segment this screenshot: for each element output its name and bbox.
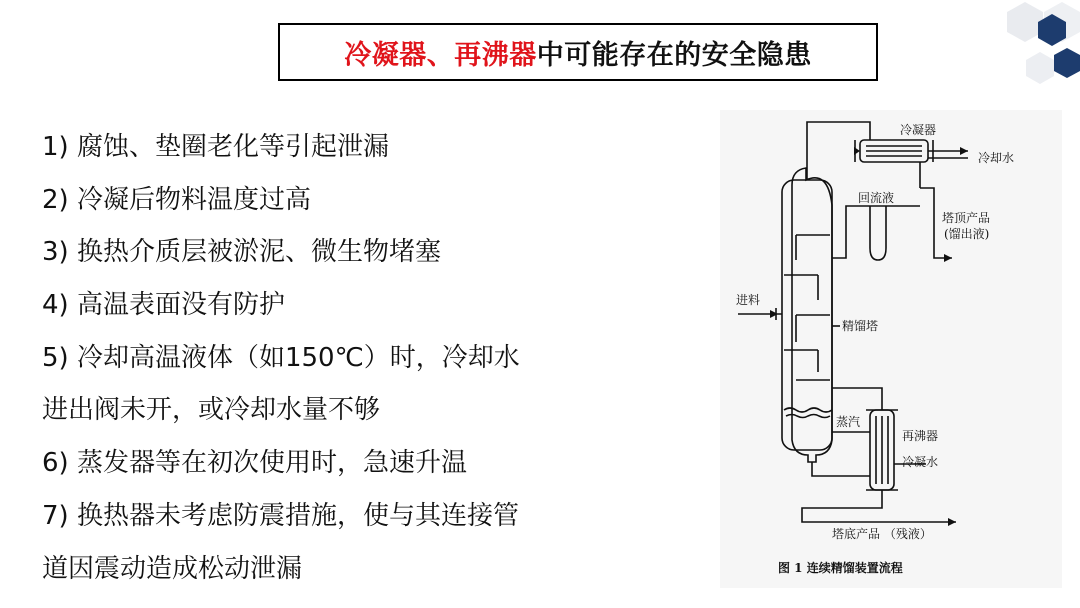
reflux-drum — [870, 206, 886, 260]
label-column: 精馏塔 — [842, 319, 879, 333]
label-condensate: 冷凝水 — [902, 455, 939, 469]
list-item: 1) 腐蚀、垫圈老化等引起泄漏 — [42, 132, 389, 162]
list-item: 道因震动造成松动泄漏 — [42, 553, 303, 584]
label-top-product: 塔顶产品 — [942, 211, 991, 225]
title-black-part: 中可能存在的安全隐患 — [536, 39, 812, 71]
hex-dark-icon — [1054, 48, 1080, 78]
list-item: 4) 高温表面没有防护 — [42, 290, 285, 321]
label-condenser: 冷凝器 — [900, 123, 937, 137]
diagram-svg — [720, 110, 1062, 588]
title-red-part: 冷凝器、再沸器 — [344, 39, 537, 71]
decorative-hexagons — [970, 0, 1080, 95]
label-distillate: (馏出液) — [944, 227, 990, 241]
diagram-caption: 图 1 连续精馏装置流程 — [778, 561, 903, 575]
reboiler-feed — [812, 462, 870, 476]
reboiler-vapor-return — [832, 388, 882, 410]
label-reboiler: 再沸器 — [902, 429, 939, 443]
distillation-diagram — [720, 110, 1062, 588]
list-item: 5) 冷却高温液体（如150℃）时，冷却水 — [42, 342, 520, 373]
label-cooling-water: 冷却水 — [978, 151, 1015, 165]
bottom-product-line — [802, 490, 956, 522]
list-item: 6) 蒸发器等在初次使用时，急速升温 — [42, 448, 467, 479]
list-item: 3) 换热介质层被淤泥、微生物堵塞 — [42, 237, 441, 268]
hex-light-icon — [1007, 2, 1043, 42]
list-item: 2) 冷凝后物料温度过高 — [42, 184, 311, 215]
label-reflux: 回流液 — [858, 191, 895, 205]
hazard-list — [42, 121, 642, 595]
hex-light-icon — [1026, 52, 1054, 84]
reflux-line — [832, 206, 920, 258]
list-item: 进出阀未开，或冷却水量不够 — [42, 395, 381, 426]
page-title — [278, 23, 878, 81]
label-bottom-product: 塔底产品 （残液） — [832, 527, 932, 541]
label-feed: 进料 — [736, 293, 761, 307]
list-item: 7) 换热器未考虑防震措施，使与其连接管 — [42, 500, 519, 531]
label-steam: 蒸汽 — [836, 415, 861, 429]
